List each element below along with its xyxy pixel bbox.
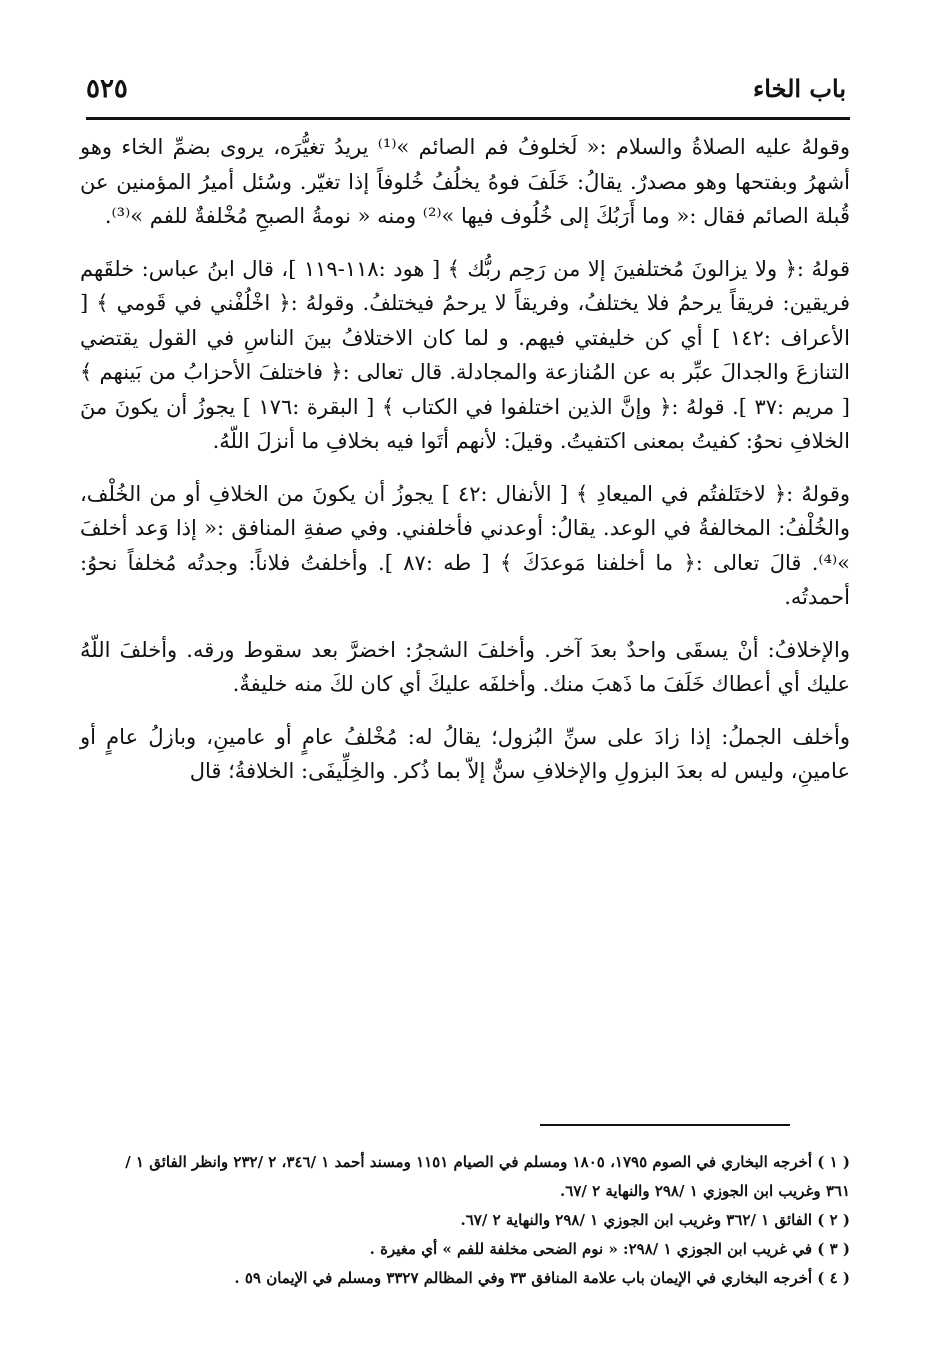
footnote-marker: ( ٣ ) (817, 1240, 850, 1258)
page-header (86, 70, 846, 114)
paragraph: والإخلافُ: أنْ يسقَى واحدٌ بعدَ آخر. وأخلفَ الشجرُ: اخضرَّ بعد سقوط ورقه. وأخلفَ اللّهُ عليك أي أعطاك خَلَفَ ما ذَهبَ منك. وأخلفَه عليكَ أي كان لكَ منه خليفةٌ. (80, 637, 850, 696)
footnote (120, 1148, 850, 1206)
footnote-marker: ( ١ ) (817, 1153, 850, 1171)
footnote-marker: ( ٢ ) (817, 1211, 850, 1229)
footnote (120, 1206, 850, 1235)
footnote-text: أخرجه البخاري في الصوم ١٧٩٥، ١٨٠٥ ومسلم في الصيام ١١٥١ ومسند أحمد ١ /٣٤٦، ٢ /٢٣٢ وانظر الفائق ١ /٣٦١ وغريب ابن الجوزي ١ /٢٩٨ والنهاية ٢ /٦٧. (125, 1153, 850, 1200)
footnote-text: في غريب ابن الجوزي ١ /٢٩٨: « نوم الضحى مخلفة للفم » أي مغيرة . (369, 1240, 813, 1258)
paragraph: قولهُ :﴿ ولا يزالونَ مُختلفينَ إلا من رَحِم ربُّك ﴾ [ هود :١١٨-١١٩ ]، قال ابنُ عباس: خلقَهم فريقين: فريقاً يرحمُ فلا يختلفُ، وفريقاً لا يرحمُ فيختلفُ. وقولهُ :﴿ اخْلُفْني في قَومي ﴾ [ الأعراف :١٤٢ ] أي كن خليفتي فيهم. و لما كان الاختلافُ بينَ الناسِ في القول يقتضي التنازعَ والجدالَ عبِّر به عن المُنازعة والمجادلة. قال تعالى :﴿ فاختلفَ الأحزابُ من بَينهم ﴾ [ مريم :٣٧ ]. قولهُ :﴿ وإنَّ الذين اختلفوا في الكتاب ﴾ [ البقرة :١٧٦ ] يجوزُ أن يكونَ منَ الخلافِ نحوُ: كفيتُ بمعنى اكتفيتُ. وقيلَ: لأنهم أتَوا فيه بخلافِ ما أنزلَ اللّهُ. (80, 256, 850, 453)
paragraph: وأخلف الجملُ: إذا زادَ على سنِّ البُزول؛ يقالُ له: مُخْلفُ عامٍ أو عامينِ، وبازلُ عامٍ أو عامينِ، وليس له بعدَ البزولِ والإخلافِ سنٌّ إلاّ بما ذُكر. والخِلِّيفَى: الخلافةُ؛ قال (80, 724, 850, 783)
main-text (80, 130, 850, 807)
footnote-divider (540, 1124, 790, 1126)
paragraph: وقولهُ عليه الصلاةُ والسلام :« لَخلوفُ فم الصائم »⁽¹⁾ يريدُ تغيُّرَه، يروى بضمِّ الخاء وهو أشهرُ وبفتحها وهو مصدرٌ. يقالُ: خَلَفَ فوهُ يخلُفُ خُلوفاً إذا تغيّر. وسُئل أميرُ المؤمنين عن قُبلة الصائم فقال :« وما أَرَبُكَ إلى خُلُوف فيها »⁽²⁾ ومنه « نومةُ الصبحِ مُخْلفةٌ للفم »⁽³⁾. (80, 135, 850, 228)
footnote-text: أخرجه البخاري في الإيمان باب علامة المنافق ٣٣ وفي المظالم ٣٣٢٧ ومسلم في الإيمان ٥٩ . (234, 1269, 813, 1287)
page-number: ٥٢٥ (86, 74, 128, 104)
header-divider (86, 117, 850, 120)
footnotes (120, 1148, 850, 1293)
footnote (120, 1235, 850, 1264)
paragraph: وقولهُ :﴿ لاختَلفتُم في الميعادِ ﴾ [ الأنفال :٤٢ ] يجوزُ أن يكونَ من الخلافِ أو من الخُلْف، والخُلْفُ: المخالفةُ في الوعد. يقالُ: أوعدني فأخلفني. وفي صفةِ المنافق :« إذا وَعد أخلفَ »⁽⁴⁾. قالَ تعالى :﴿ ما أخلفنا مَوعدَكَ ﴾ [ طه :٨٧ ]. وأخلفتُ فلاناً: وجدتُه مُخلفاً نحوُ: أحمدتُه. (80, 481, 851, 609)
chapter-title: باب الخاء (752, 74, 846, 103)
footnote-marker: ( ٤ ) (817, 1269, 850, 1287)
footnote (120, 1264, 850, 1293)
footnote-text: الفائق ١ /٣٦٢ وغريب ابن الجوزي ١ /٢٩٨ والنهاية ٢ /٦٧. (460, 1211, 813, 1229)
